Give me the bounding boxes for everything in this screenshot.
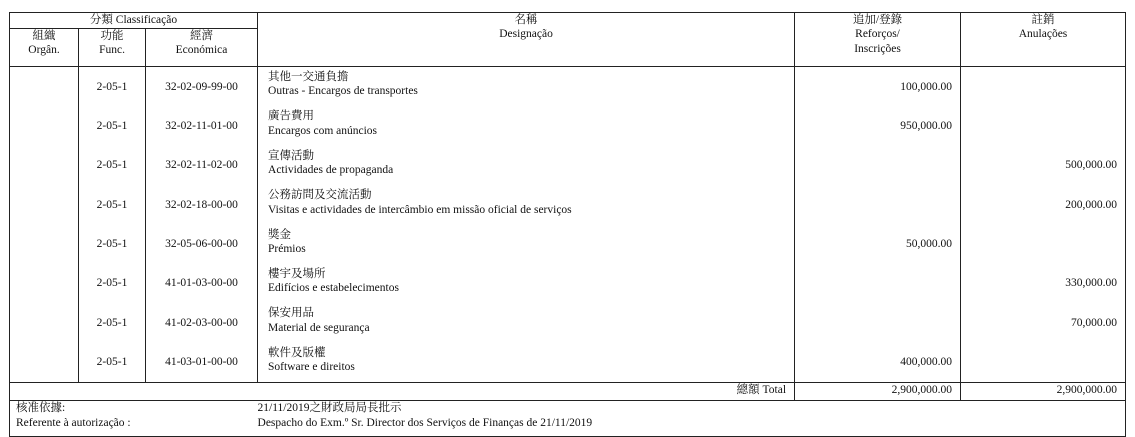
designation-pt: Visitas e actividades de intercâmbio em missão oficial de serviços (268, 203, 572, 216)
econ-cell: 32-05-06-00-00 (146, 225, 258, 264)
annul-header-pt: Anulações (1018, 28, 1068, 41)
designation-pt: Prémios (268, 242, 306, 255)
table-row (10, 264, 1126, 303)
designation-pt: Material de segurança (268, 321, 370, 334)
func-cell: 2-05-1 (79, 67, 146, 107)
designation-cell (258, 225, 795, 264)
organ-cell (10, 185, 79, 224)
total-row (10, 383, 1126, 401)
designation-cell (258, 303, 795, 342)
organ-cell (10, 343, 79, 383)
annul-header-zh: 註銷 (1031, 14, 1055, 26)
designation-pt: Encargos com anúncios (268, 124, 378, 137)
econ-cell: 32-02-11-02-00 (146, 146, 258, 185)
func-cell: 2-05-1 (79, 225, 146, 264)
organ-header-pt: Orgân. (28, 44, 60, 57)
table-row (10, 225, 1126, 264)
designation-zh: 獎金 (268, 228, 292, 241)
reinforce-cell (795, 264, 961, 303)
classification-header: 分類 Classificação (10, 13, 258, 29)
table-row (10, 67, 1126, 107)
designation-cell (258, 343, 795, 383)
authorization-label-pt: Referente à autorização : (16, 416, 131, 429)
reinforce-cell (795, 303, 961, 342)
annul-cell (961, 343, 1126, 383)
econ-header-pt: Económica (175, 44, 228, 57)
authorization-text-zh: 21/11/2019之財政局局長批示 (257, 402, 402, 415)
econ-cell: 41-03-01-00-00 (146, 343, 258, 383)
annul-cell (961, 225, 1126, 264)
designation-zh: 其他一交通負擔 (268, 71, 349, 83)
func-header-pt: Func. (99, 44, 125, 57)
func-header (79, 29, 146, 67)
reinforce-cell: 400,000.00 (795, 343, 961, 383)
annul-cell: 200,000.00 (961, 185, 1126, 224)
designation-cell (258, 146, 795, 185)
annul-cell (961, 106, 1126, 145)
total-label: 總額 Total (10, 383, 795, 401)
designation-header (258, 13, 795, 67)
designation-zh: 保安用品 (268, 307, 315, 320)
organ-cell (10, 264, 79, 303)
reinforce-header-pt2: Inscrições (854, 42, 901, 55)
table-row (10, 146, 1126, 185)
authorization-text-pt: Despacho do Exm.º Sr. Director dos Serviços de Finanças de 21/11/2019 (257, 416, 593, 429)
func-cell: 2-05-1 (79, 264, 146, 303)
designation-header-zh: 名稱 (514, 14, 538, 26)
econ-cell: 32-02-09-99-00 (146, 67, 258, 107)
designation-zh: 廣告費用 (268, 110, 315, 123)
organ-cell (10, 303, 79, 342)
reinforce-header-zh: 追加/登錄 (852, 14, 903, 26)
econ-cell: 41-01-03-00-00 (146, 264, 258, 303)
table-row (10, 185, 1126, 224)
designation-pt: Outras - Encargos de transportes (268, 85, 418, 98)
authorization-row (10, 401, 1126, 437)
annul-cell: 500,000.00 (961, 146, 1126, 185)
organ-cell (10, 146, 79, 185)
designation-pt: Actividades de propaganda (268, 164, 394, 177)
organ-cell (10, 225, 79, 264)
reinforce-cell: 100,000.00 (795, 67, 961, 107)
reinforce-cell (795, 146, 961, 185)
designation-pt: Software e direitos (268, 361, 355, 374)
authorization-text (258, 401, 1126, 437)
designation-header-pt: Designação (499, 28, 553, 41)
total-annul: 2,900,000.00 (961, 383, 1126, 401)
authorization-label-zh: 核准依據: (16, 402, 66, 415)
budget-table (9, 12, 1126, 437)
reinforce-cell: 950,000.00 (795, 106, 961, 145)
reinforce-header-pt1: Reforços/ (855, 28, 900, 41)
reinforce-header (795, 13, 961, 67)
func-header-zh: 功能 (100, 30, 124, 42)
econ-cell: 32-02-18-00-00 (146, 185, 258, 224)
econ-header-zh: 經濟 (190, 30, 213, 42)
designation-cell (258, 264, 795, 303)
reinforce-cell (795, 185, 961, 224)
designation-zh: 樓宇及場所 (268, 267, 326, 280)
func-cell: 2-05-1 (79, 146, 146, 185)
reinforce-cell: 50,000.00 (795, 225, 961, 264)
annul-cell: 70,000.00 (961, 303, 1126, 342)
annul-cell: 330,000.00 (961, 264, 1126, 303)
total-reinforce: 2,900,000.00 (795, 383, 961, 401)
organ-header (10, 29, 79, 67)
func-cell: 2-05-1 (79, 106, 146, 145)
organ-cell (10, 106, 79, 145)
designation-cell (258, 67, 795, 107)
annul-cell (961, 67, 1126, 107)
designation-pt: Edifícios e estabelecimentos (268, 282, 399, 295)
table-row (10, 343, 1126, 383)
designation-zh: 公務訪問及交流活動 (268, 189, 372, 202)
econ-cell: 32-02-11-01-00 (146, 106, 258, 145)
designation-cell (258, 185, 795, 224)
econ-header (146, 29, 258, 67)
func-cell: 2-05-1 (79, 185, 146, 224)
econ-cell: 41-02-03-00-00 (146, 303, 258, 342)
func-cell: 2-05-1 (79, 303, 146, 342)
table-row (10, 303, 1126, 342)
annul-header (961, 13, 1126, 67)
func-cell: 2-05-1 (79, 343, 146, 383)
organ-header-zh: 組織 (32, 30, 56, 42)
designation-zh: 軟件及版權 (268, 346, 326, 359)
designation-cell (258, 106, 795, 145)
designation-zh: 宣傳活動 (268, 149, 315, 162)
authorization-label (10, 401, 258, 437)
organ-cell (10, 67, 79, 107)
table-row (10, 106, 1126, 145)
